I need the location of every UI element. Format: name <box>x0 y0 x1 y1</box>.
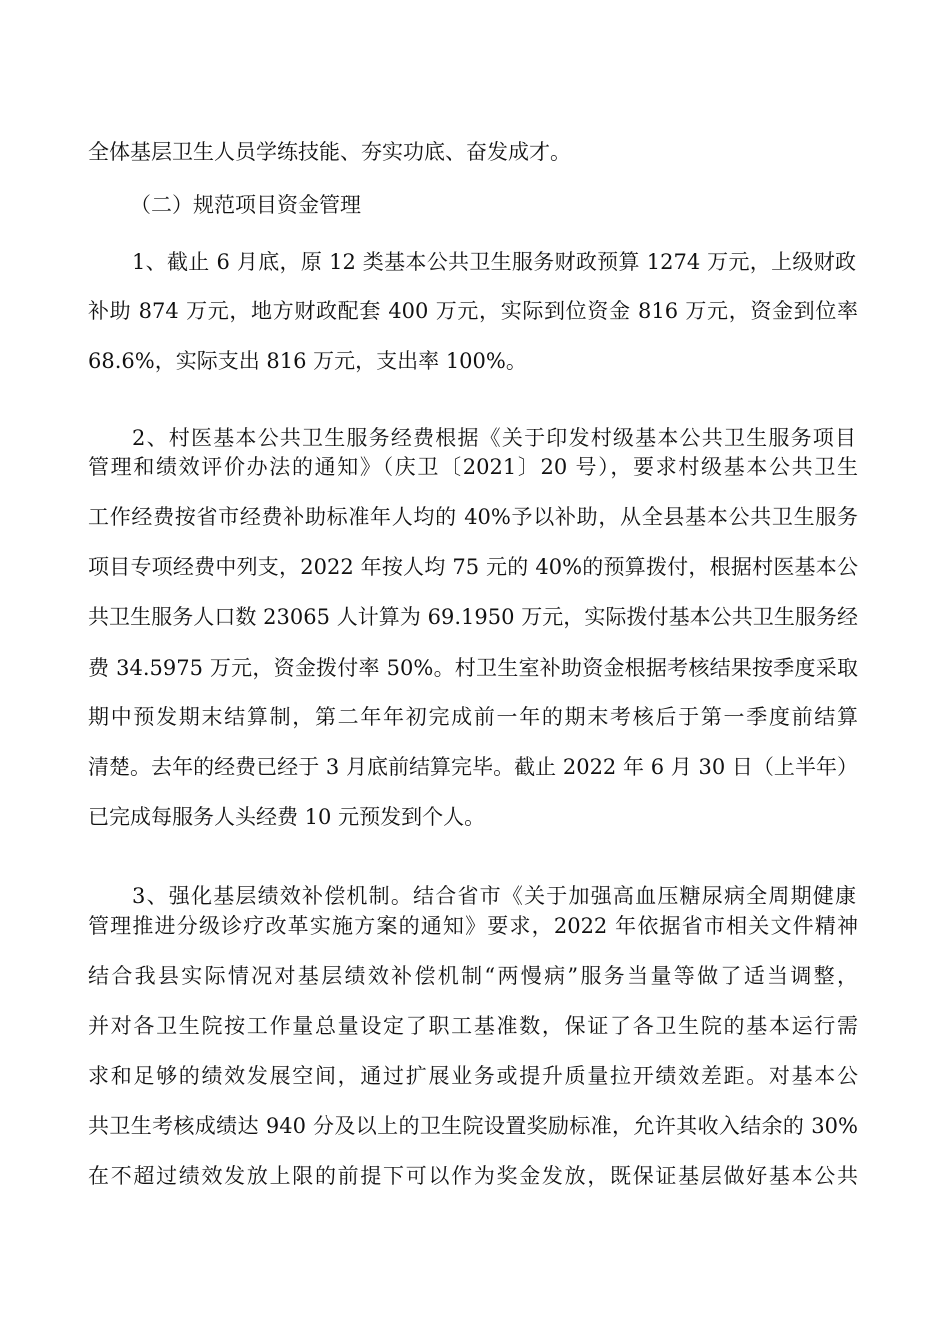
text-line: 共卫生考核成绩达 940 分及以上的卫生院设置奖励标准，允许其收入结余的 30% <box>88 1114 858 1138</box>
text-line: 补助 874 万元，地方财政配套 400 万元，实际到位资金 816 万元，资金到位率 <box>88 299 858 323</box>
text-line: 在不超过绩效发放上限的前提下可以作为奖金发放，既保证基层做好基本公共 <box>88 1164 858 1188</box>
text-line: 2、村医基本公共卫生服务经费根据《关于印发村级基本公共卫生服务项目 <box>132 426 856 450</box>
text-line: 全体基层卫生人员学练技能、夯实功底、奋发成才。 <box>88 140 571 164</box>
text-line: 1、截止 6 月底，原 12 类基本公共卫生服务财政预算 1274 万元，上级财政 <box>132 250 856 274</box>
text-line: 已完成每服务人头经费 10 元预发到个人。 <box>88 805 486 829</box>
text-line: 3、强化基层绩效补偿机制。结合省市《关于加强高血压糖尿病全周期健康 <box>132 884 856 908</box>
text-line: 并对各卫生院按工作量总量设定了职工基准数，保证了各卫生院的基本运行需 <box>88 1014 858 1038</box>
text-line: 管理和绩效评价办法的通知》（庆卫〔2021〕20 号），要求村级基本公共卫生 <box>88 455 858 479</box>
text-line: 结合我县实际情况对基层绩效补偿机制“两慢病”服务当量等做了适当调整， <box>88 964 858 988</box>
section-heading: （二）规范项目资金管理 <box>130 193 361 217</box>
text-line: 清楚。去年的经费已经于 3 月底前结算完毕。截止 2022 年 6 月 30 日（上半年） <box>88 755 858 779</box>
text-line: 共卫生服务人口数 23065 人计算为 69.1950 万元，实际拨付基本公共卫生服务经 <box>88 605 858 629</box>
text-line: 求和足够的绩效发展空间，通过扩展业务或提升质量拉开绩效差距。对基本公 <box>88 1064 858 1088</box>
text-line: 管理推进分级诊疗改革实施方案的通知》要求，2022 年依据省市相关文件精神 <box>88 914 858 938</box>
text-line: 68.6%，实际支出 816 万元，支出率 100%。 <box>88 349 527 373</box>
text-line: 工作经费按省市经费补助标准年人均的 40%予以补助，从全县基本公共卫生服务 <box>88 505 858 529</box>
text-line: 项目专项经费中列支，2022 年按人均 75 元的 40%的预算拨付，根据村医基本公 <box>88 555 858 579</box>
text-line: 费 34.5975 万元，资金拨付率 50%。村卫生室补助资金根据考核结果按季度采取 <box>88 656 858 680</box>
text-line: 期中预发期末结算制，第二年年初完成前一年的期末考核后于第一季度前结算 <box>88 705 858 729</box>
